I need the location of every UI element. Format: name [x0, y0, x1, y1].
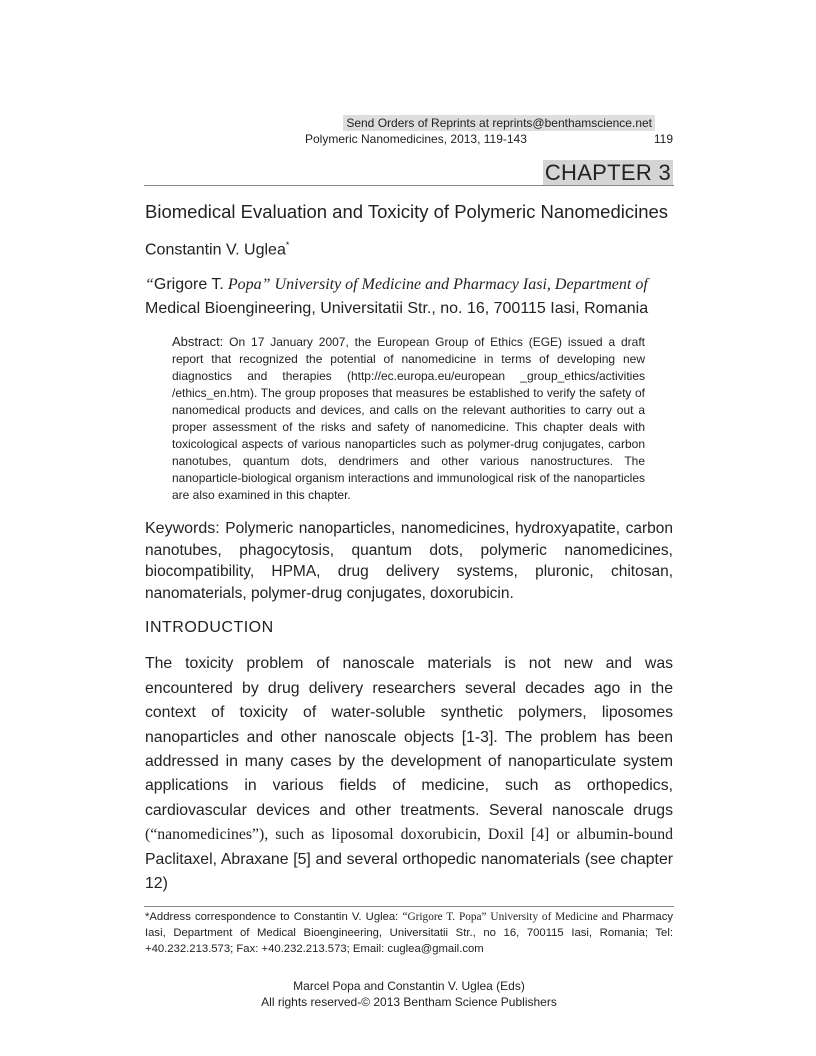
header-divider — [144, 185, 674, 186]
affiliation-part: Popa” University of Medicine and Pharmacy Iasi, Department of — [223, 276, 648, 294]
quote-mark: “ — [145, 276, 154, 294]
author-name: Constantin V. Uglea — [145, 241, 286, 259]
keywords — [145, 518, 673, 604]
section-heading: INTRODUCTION — [145, 619, 274, 637]
footnote-part: “Grigore T. Popa” University of Medicine and — [402, 911, 618, 924]
page-number: 119 — [653, 132, 673, 146]
affiliation-part: Grigore T. — [153, 276, 224, 294]
page-content — [145, 201, 673, 1010]
keywords-label: Keywords: — [145, 520, 220, 538]
editors: Marcel Popa and Constantin V. Uglea (Eds) — [293, 979, 525, 994]
body-text — [145, 652, 673, 896]
keywords-text: Polymeric nanoparticles, nanomedicines, hydroxyapatite, carbon nanotubes, phagocytosis, quantum dots, polymeric nanomedicines, biocompatibility, HPMA, drug delivery systems, pluronic, chitosan, nanomaterials, polymer-drug conjugates, doxorubicin. — [145, 520, 673, 602]
reprints-notice: Send Orders of Reprints at reprints@benthamscience.net — [343, 115, 655, 131]
copyright: All rights reserved-© 2013 Bentham Science Publishers — [261, 994, 557, 1009]
affiliation — [145, 273, 673, 321]
body-part: Paclitaxel, Abraxane [5] and several orthopedic nanomaterials (see chapter 12) — [145, 850, 673, 892]
chapter-label: CHAPTER 3 — [544, 160, 671, 185]
page-footer — [145, 979, 673, 1010]
footnote-divider — [144, 906, 674, 907]
body-part: (“nanomedicines”), such as liposomal doxorubicin, Doxil [4] or albumin-bound — [145, 826, 673, 844]
author — [145, 234, 673, 261]
article-title: Biomedical Evaluation and Toxicity of Polymeric Nanomedicines — [145, 201, 669, 222]
affiliation-part: Medical Bioengineering, Universitatii Str., no. 16, 700115 Iasi, Romania — [145, 300, 649, 318]
body-part: The toxicity problem of nanoscale materials is not new and was encountered by drug delivery researchers several decades ago in the context of toxicity of water-soluble synthetic polymers, liposomes nanoparticles and other nanoscale objects [1-3]. The problem has been addressed in many cases by the development of nanoparticulate system applications in various fields of medicine, such as orthopedics, cardiovascular devices and other treatments. Several nanoscale drugs — [145, 655, 673, 819]
abstract-text: On 17 January 2007, the European Group of Ethics (EGE) issued a draft report that recognized the potential of nanomedicine in terms of developing new diagnostics and therapies (http://ec.europa.eu/european _group_ethics/activities /ethics_en.htm). The group proposes that measures be established to verify the safety of nanomedical products and devices, and calls on the relevant authorities to carry out a proper assessment of the risks and safety of nanomedicine. This chapter deals with toxicological aspects of various nanoparticles such as polymer-drug conjugates, carbon nanotubes, quantum dots, dendrimers and other various nanostructures. The nanoparticle-biological organism interactions and immunological risk of the nanoparticles are also examined in this chapter. — [172, 335, 645, 503]
abstract — [172, 333, 645, 504]
journal-citation: Polymeric Nanomedicines, 2013, 119-143 — [305, 132, 527, 146]
footnote-part: *Address correspondence to Constantin V. Uglea: — [145, 911, 403, 924]
abstract-label: Abstract: — [172, 334, 224, 350]
footnote-part: Pharmacy Iasi, Department of Medical Bioengineering, Universitatii Str., no 16, 700115 Iasi, Romania; Tel: +40.232.213.573; Fax: +40.232.213.573; Email: cuglea@gmail.com — [145, 911, 673, 956]
author-mark: * — [285, 240, 290, 250]
footnote — [145, 909, 673, 957]
